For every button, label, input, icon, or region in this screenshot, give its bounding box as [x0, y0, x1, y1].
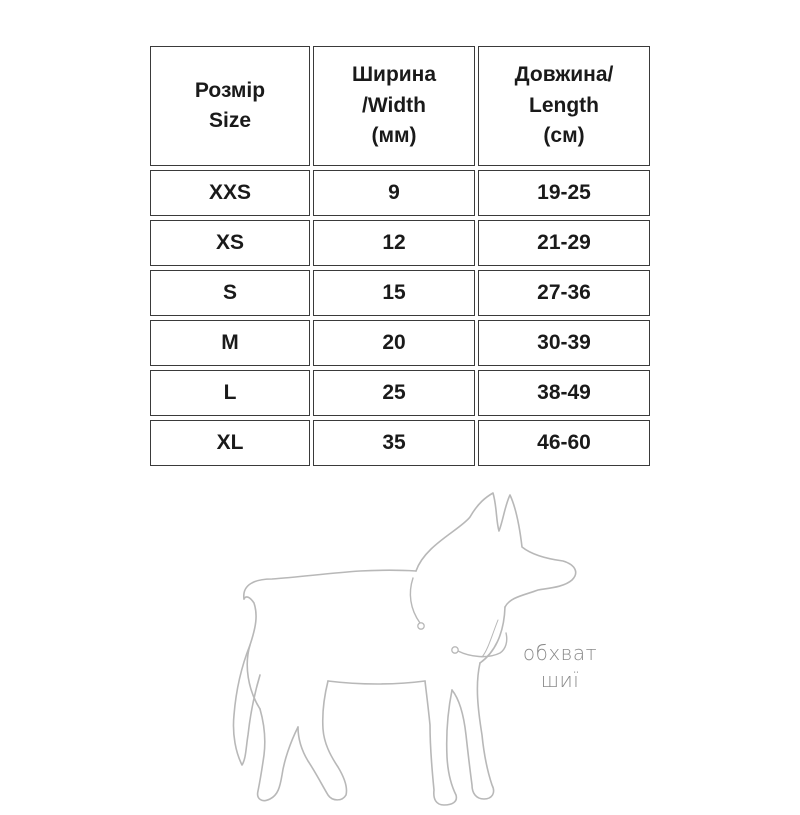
length-cell: 46-60	[478, 420, 650, 466]
size-cell: M	[150, 320, 310, 366]
width-cell: 15	[313, 270, 475, 316]
table-row	[150, 220, 650, 266]
table-row	[150, 270, 650, 316]
neck-girth-caption: обхват шиї	[522, 641, 598, 692]
width-cell: 35	[313, 420, 475, 466]
length-cell: 27-36	[478, 270, 650, 316]
size-cell: XL	[150, 420, 310, 466]
size-cell: XXS	[150, 170, 310, 216]
length-cell: 21-29	[478, 220, 650, 266]
length-cell: 38-49	[478, 370, 650, 416]
width-cell: 12	[313, 220, 475, 266]
length-cell: 19-25	[478, 170, 650, 216]
size-cell: L	[150, 370, 310, 416]
table-header-row	[150, 46, 650, 166]
table-row	[150, 170, 650, 216]
header-width: Ширина /Width (мм)	[313, 46, 475, 166]
size-cell: XS	[150, 220, 310, 266]
size-cell: S	[150, 270, 310, 316]
header-size: Розмір Size	[150, 46, 310, 166]
table-row	[150, 370, 650, 416]
width-cell: 20	[313, 320, 475, 366]
header-length: Довжина/ Length (см)	[478, 46, 650, 166]
table-row	[150, 320, 650, 366]
table-row	[150, 420, 650, 466]
length-cell: 30-39	[478, 320, 650, 366]
width-cell: 25	[313, 370, 475, 416]
width-cell: 9	[313, 170, 475, 216]
